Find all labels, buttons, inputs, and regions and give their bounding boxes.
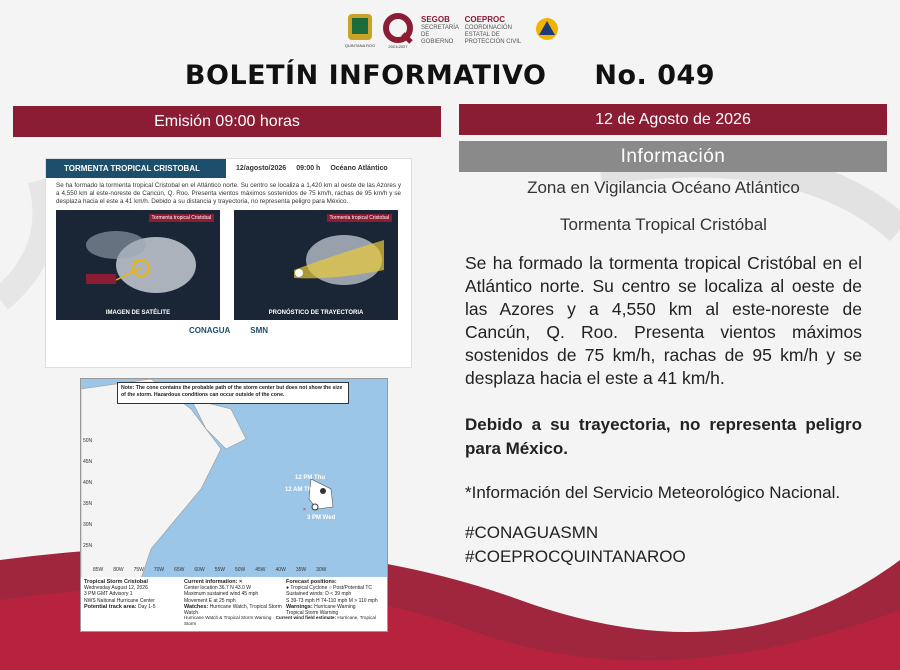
nhc-cone-panel <box>80 378 388 632</box>
legend-extra: Hurricane Watch & Tropical Storm Warning · Current wind field estimate: Hurricane, Tropical Storm <box>184 615 376 627</box>
smn-panel-footer <box>46 320 411 335</box>
track-label-1: 12 PM Thu <box>295 475 326 481</box>
svg-text:2021•2027: 2021•2027 <box>388 44 408 49</box>
risk-statement: Debido a su trayectoria, no representa peligro para México. <box>465 415 862 458</box>
date-label: 12 de Agosto de 2026 <box>595 110 751 128</box>
q-logo <box>381 12 415 50</box>
trajectory-image <box>234 210 398 320</box>
proteccion-civil-logo <box>534 15 560 47</box>
satellite-image <box>56 210 220 320</box>
nhc-map <box>81 379 388 579</box>
segob-logo: SEGOB SECRETARÍA DE GOBIERNO <box>421 15 459 45</box>
date-bar <box>459 104 887 135</box>
smn-panel-time: 09:00 h <box>296 165 321 172</box>
hashtag-conagua[interactable]: #CONAGUASMN <box>465 523 599 542</box>
smn-logo: SMN <box>250 326 269 335</box>
hashtags <box>465 521 862 569</box>
lon-labels: 85W 80W 75W 70W 65W 60W 55W 50W 45W 40W 35W 30W <box>93 567 327 573</box>
satellite-tag: Tormenta tropical Cristobal <box>149 214 214 222</box>
smn-panel-date: 12/agosto/2026 <box>236 165 287 172</box>
emission-label: Emisión 09:00 horas <box>154 112 300 130</box>
track-label-2: 12 AM Thu <box>285 487 316 493</box>
map-note: Note: The cone contains the probable path of the storm center but does not show the size of the storm. Hazardous conditions can occur outside of the cone. <box>117 382 349 404</box>
info-bar <box>459 141 887 172</box>
svg-text:×: × <box>303 507 306 513</box>
bulletin-number: No. 049 <box>594 60 716 91</box>
map-legend: Tropical Storm Cristobal Wednesday August 12, 2026 3 PM GMT Advisory 1 NWS National Hurricane Center Potential track area: Day 1-5 Current information: × Center location 36.7 N 43.0 W Maximum sustained wind 45 mph Movement E at 25 mph Watches: Hurricane Watch, Tropical Storm Watch Forecast positions: ● Tropical Cyclone ○ Post/Potential TC Sustained winds: D < 39 mph S 39-73 mph H 74-110 mph M > 110 mph Warnings: Hurricane Warning Tropical Storm Warning Hurricane Watch & Tropical Storm Warning · Current wind field estimate: Hurricane, Tropical Storm <box>81 577 388 632</box>
source-note: *Información del Servicio Meteorológico Nacional. <box>465 483 841 502</box>
info-content <box>465 178 862 569</box>
satellite-caption: IMAGEN DE SATÉLITE <box>105 310 171 316</box>
smn-bulletin-panel <box>45 158 412 368</box>
header-logos <box>345 10 560 52</box>
track-label-3: 3 PM Wed <box>307 515 336 521</box>
trajectory-caption: PRONÓSTICO DE TRAYECTORIA <box>268 310 364 316</box>
svg-text:QUINTANA ROO: QUINTANA ROO <box>345 43 375 48</box>
lat-labels: 50N 45N 40N 35N 30N 25N <box>83 438 93 549</box>
quintana-roo-logo <box>345 12 375 50</box>
conagua-logo: CONAGUA <box>188 326 231 335</box>
storm-name: Tormenta Tropical Cristóbal <box>560 215 767 234</box>
emission-bar <box>13 106 441 137</box>
smn-panel-ocean: Océano Atlántico <box>330 165 388 172</box>
hashtag-coeproc[interactable]: #COEPROCQUINTANAROO <box>465 547 686 566</box>
info-label: Información <box>620 145 726 167</box>
smn-panel-header <box>46 159 411 178</box>
storm-description: Se ha formado la tormenta tropical Cristóbal en el Atlántico norte. Su centro se localiza al oeste de las Azores y a 4,550 km al este-noreste de Cancún, Q. Roo. Presenta vientos máximos sostenidos de 75 km/h, rachas de 95 km/h y se desplaza hacia el este a 41 km/h. <box>465 253 862 388</box>
smn-panel-text: Se ha formado la tormenta tropical Cristobal en el Atlántico norte. Su centro se localiza a 1,420 km al oeste de las Azores y a 4,550 km al este-noreste de Cancún, Q. Roo. Presenta vientos máximos sostenidos de 75 km/h, rachas de 95 km/h y se desplaza hacia el este a 41 km/h. Debido a su distancia y trayectoria, no representa peligro para México. <box>56 182 401 205</box>
trajectory-tag: Tormenta tropical Cristobal <box>327 214 392 222</box>
zone-text: Zona en Vigilancia Océano Atlántico <box>527 178 800 197</box>
smn-panel-title: TORMENTA TROPICAL CRISTOBAL <box>46 159 226 178</box>
coeproc-logo: COEPROC COORDINACIÓN ESTATAL DE PROTECCIÓN CIVIL <box>464 15 522 45</box>
title-label: BOLETÍN INFORMATIVO <box>184 60 547 91</box>
page-title <box>0 60 900 91</box>
